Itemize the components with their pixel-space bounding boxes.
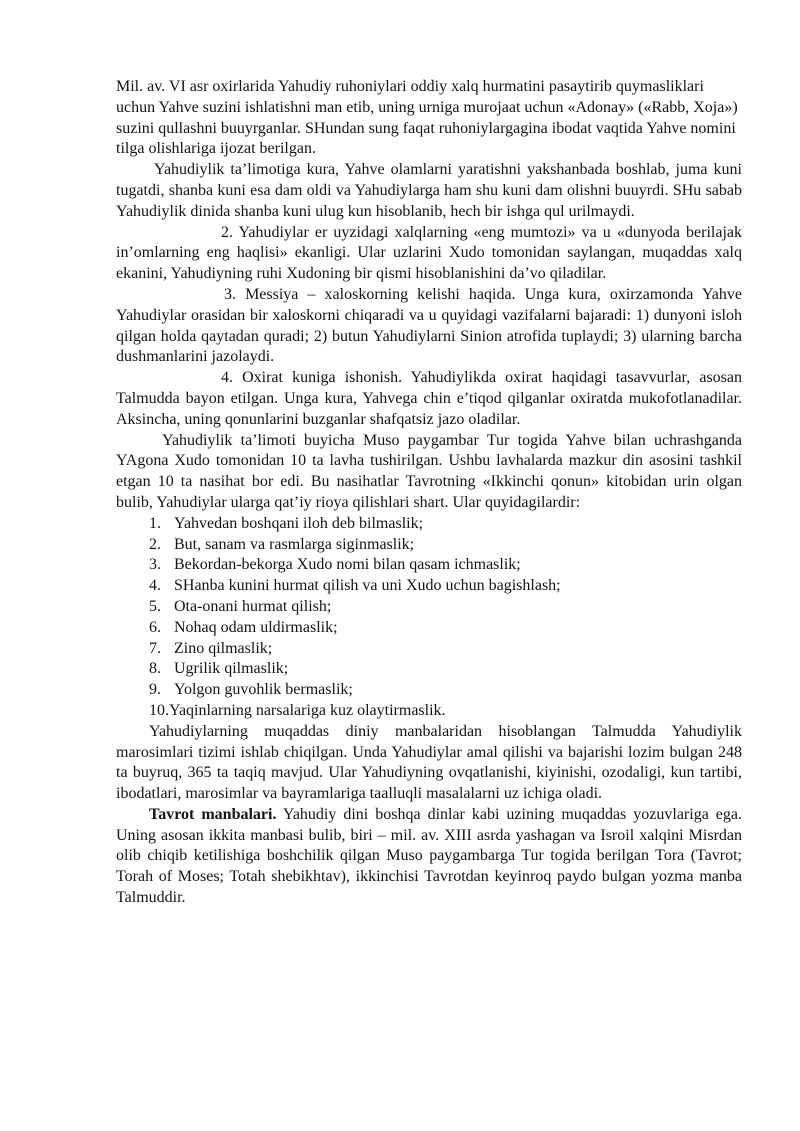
list-item bbox=[116, 535, 742, 556]
list-item bbox=[116, 514, 742, 535]
list-text: Yahvedan boshqani iloh deb bilmaslik; bbox=[174, 514, 424, 532]
list-number: 6. bbox=[149, 618, 161, 636]
list-text: Zino qilmaslik; bbox=[174, 639, 273, 657]
list-item bbox=[116, 680, 742, 701]
list-text: Yaqinlarning narsalariga kuz olaytirmaslik. bbox=[169, 701, 446, 719]
list-number: 4. bbox=[149, 577, 161, 595]
list-text: Ota-onani hurmat qilish; bbox=[174, 597, 332, 615]
list-number: 5. bbox=[149, 597, 161, 615]
list-item bbox=[116, 576, 742, 597]
list-item bbox=[116, 555, 742, 576]
list-number: 7. bbox=[149, 639, 161, 657]
paragraph-torah-sources bbox=[116, 805, 742, 909]
list-text: Bekordan-bekorga Xudo nomi bilan qasam ichmaslik; bbox=[174, 556, 521, 574]
list-text: Ugrilik qilmaslik; bbox=[174, 660, 289, 678]
paragraph-messiah: 3. Messiya – xaloskorning kelishi haqida. Unga kura, oxirzamonda Yahve Yahudiylar orasidan bir xaloskorni chiqaradi va u quyidagi vazifalarni bajaradi: 1) dunyoni isloh qilgan holda qaytadan quradi; 2) butun Yahudiylarni Sinion atrofida tuplaydi; 3) ularning barcha dushmanlarini jazolaydi. bbox=[116, 285, 742, 366]
list-text: But, sanam va rasmlarga siginmaslik; bbox=[174, 535, 415, 553]
list-number: 10. bbox=[149, 701, 169, 719]
paragraph-sabbath: Yahudiylik ta’limotiga kura, Yahve olamlarni yaratishni yakshanbada boshlab, juma kuni tugatdi, shanba kuni esa dam oldi va Yahudiylarga ham shu kuni dam olishni buuyrdi. SHu sabab Yahudiylik dinida shanba kuni ulug kun hisoblanib, hech bir ishga qul urilmaydi. bbox=[116, 161, 742, 220]
list-text: SHanba kunini hurmat qilish va uni Xudo uchun bagishlash; bbox=[174, 577, 561, 595]
list-number: 2. bbox=[149, 535, 161, 553]
paragraph-text: Yahudiy dini boshqa dinlar kabi uzining muqaddas yozuvlariga ega. Uning asosan ikkita manbasi bulib, biri – mil. av. XIII asrda yashagan va Isroil xalqini Misrdan olib chiqib ketilishiga boshchilik qilgan Muso paygambarga Tur togida berilgan Tora (Tavrot; Torah of Moses; Totah shebikhtav), ikkinchisi Tavrotdan keyinroq paydo bulgan yozma manba Talmuddir. bbox=[116, 805, 742, 907]
paragraph-talmud-rituals: Yahudiylarning muqaddas diniy manbalaridan hisoblangan Talmudda Yahudiylik marosimlari tizimi ishlab chiqilgan. Unda Yahudiylar amal qilishi va bajarishi lozim bulgan 248 ta buyruq, 365 ta taqiq mavjud. Ular Yahudiyning ovqatlanishi, kiyinishi, ozodaligi, kun tartibi, ibodatlari, marosimlar va bayramlariga taalluqli masalalarni uz ichiga oladi. bbox=[116, 722, 742, 803]
paragraph-chosen-people: 2. Yahudiylar er uyzidagi xalqlarning «eng mumtozi» va u «dunyoda berilajak in’omlarning eng haqlisi» ekanligi. Ular uzlarini Xudo tomonidan saylangan, muqaddas xalq ekanini, Yahudiyning ruhi Xudoning bir qismi hisoblanishini da’vo qiladilar. bbox=[116, 223, 742, 283]
list-text: Nohaq odam uldirmaslik; bbox=[174, 618, 338, 636]
list-item bbox=[116, 597, 742, 618]
section-heading: Tavrot manbalari. bbox=[149, 805, 277, 823]
list-item bbox=[116, 618, 742, 639]
commandments-list bbox=[116, 514, 742, 722]
paragraph-ten-commandments-intro: Yahudiylik ta’limoti buyicha Muso paygambar Tur togida Yahve bilan uchrashganda YAgona Xudo tomonidan 10 ta lavha tushirilgan. Ushbu lavhalarda mazkur din asosini tashkil etgan 10 ta nasihat bor edi. Bu nasihatlar Tavrotning «Ikkinchi qonun» kitobidan urin olgan bulib, Yahudiylar ularga qat’iy rioya qilishlari shart. Ular quyidagilardir: bbox=[116, 431, 742, 511]
list-item bbox=[116, 659, 742, 680]
list-number: 1. bbox=[149, 514, 161, 532]
list-number: 9. bbox=[149, 681, 161, 699]
paragraph-afterlife: 4. Oxirat kuniga ishonish. Yahudiylikda oxirat haqidagi tasavvurlar, asosan Talmudda bayon etilgan. Unga kura, Yahvega chin e’tiqod qilganlar oxiratda mukofotlanadilar. Aksincha, uning qonunlarini buzganlar shafqatsiz jazo oladilar. bbox=[116, 369, 742, 428]
list-item bbox=[116, 639, 742, 660]
paragraph-yahve-name-ban: Mil. av. VI asr oxirlarida Yahudiy ruhoniylari oddiy xalq hurmatini pasaytirib quymasliklari uchun Yahve suzini ishlatishni man etib, uning urniga murojaat uchun «Adonay» («Rabb, Xoja») suzini qullashni buuyrganlar. SHundan sung faqat ruhoniylargagina ibodat vaqtida Yahve nomini tilga olishlariga ijozat berilgan. bbox=[116, 78, 738, 158]
list-text: Yolgon guvohlik bermaslik; bbox=[174, 681, 353, 699]
list-item bbox=[116, 701, 742, 722]
list-number: 3. bbox=[149, 556, 161, 574]
document-body bbox=[116, 77, 742, 909]
list-number: 8. bbox=[149, 660, 161, 678]
